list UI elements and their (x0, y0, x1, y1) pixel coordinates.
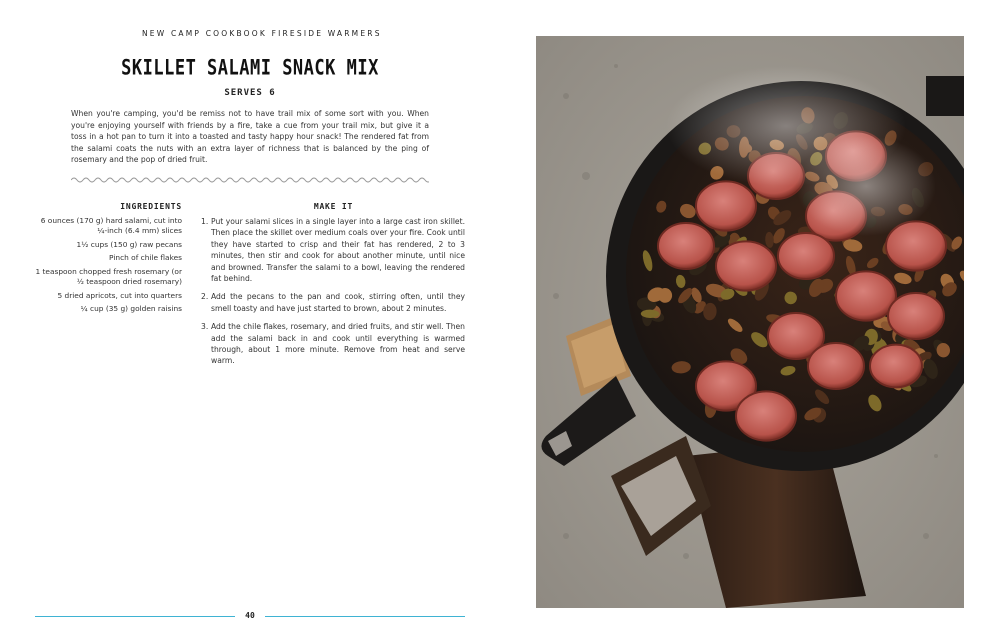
skillet-salami-snack-mix-photo (536, 36, 964, 608)
method-steps (201, 216, 465, 374)
recipe-intro: When you're camping, you'd be remiss not to have trail mix of some sort with you. When you're enjoying yourself with friends by a fire, take a cue from your trail mix, but give it a toss in a hot pan to turn it into a toasted and tasty happy hour snack! The rendered fat from the salami coats the nuts with an extra layer of richness that is balanced by the ping of rosemary and the pop of dried fruit. (71, 109, 429, 164)
step-text: Add the chile flakes, rosemary, and dried fruits, and stir well. Then add the salami back in and cook until everything is warmed through, about 1 more minute. Remove from heat and serve warm. (211, 322, 465, 366)
method-step (201, 216, 465, 284)
step-number: 1. (201, 217, 209, 226)
ingredient-item: 1½ cups (150 g) raw pecans (76, 239, 182, 249)
ingredient-item: 6 ounces (170 g) hard salami, cut into ¼-inch (6.4 mm) slices (40, 216, 182, 236)
step-number: 3. (201, 322, 209, 332)
ingredient-item: 1 teaspoon chopped fresh rosemary (or ½ teaspoon dried rosemary) (35, 266, 182, 287)
ingredient-item: 5 dried apricots, cut into quarters (57, 290, 182, 300)
footer-rule-left (35, 616, 235, 617)
ingredient-item: ¼ cup (35 g) golden raisins (80, 304, 182, 314)
footer-rule-right (265, 616, 465, 617)
method-step (201, 321, 465, 367)
running-head: NEW CAMP COOKBOOK FIRESIDE WARMERS (142, 29, 382, 38)
serves-label: SERVES 6 (224, 88, 276, 98)
method-heading: MAKE IT (313, 202, 354, 211)
page-number: 40 (245, 611, 255, 620)
ingredients-list (34, 216, 182, 318)
ingredient-item: Pinch of chile flakes (109, 253, 182, 263)
step-number: 2. (201, 292, 209, 302)
photo-illustration (536, 36, 964, 608)
step-text: Put your salami slices in a single layer into a large cast iron skillet. Then place the skillet over medium coals over your fire. Cook until they have started to crisp and their fat has rendered, 2 to 3 minutes, then stir and cook for about another minute, until nice and browned. Transfer the salami to a bowl, leaving the rendered fat behind. (211, 217, 465, 284)
ingredients-heading: INGREDIENTS (120, 202, 182, 211)
step-text: Add the pecans to the pan and cook, stirring often, until they smell toasty and have just started to brown, about 2 minutes. (211, 292, 465, 313)
method-step (201, 291, 465, 314)
wave-divider (71, 175, 429, 185)
recipe-title: SKILLET SALAMI SNACK MIX (121, 55, 379, 81)
